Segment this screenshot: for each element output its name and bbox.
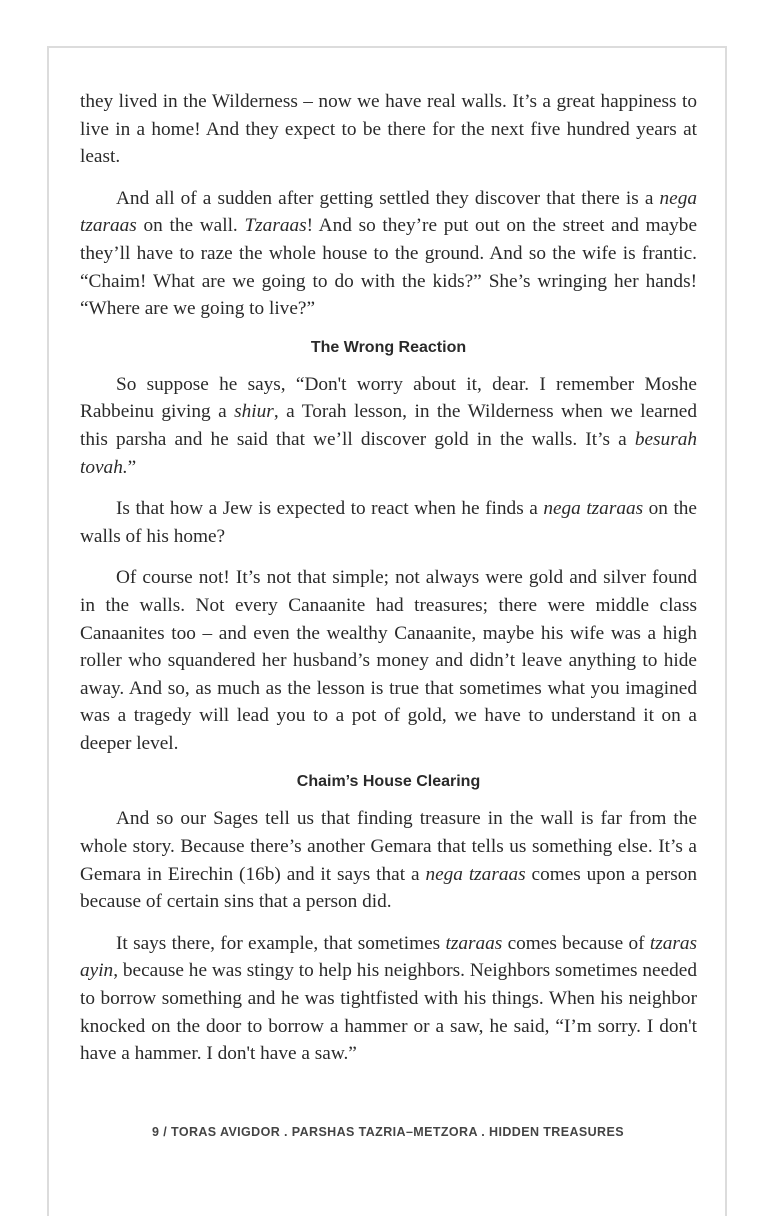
text-run: So suppose he says, “Don't worry about it, dear. I remember Moshe Rabbeinu giving a	[80, 373, 697, 423]
text-run: It says there, for example, that sometimes	[116, 932, 446, 954]
text-run: ! And so they’re put out on the street and maybe they’ll have to raze the whole house to the ground. And so the wife is frantic. “Chaim! What are we going to do with the kids?” She’s wringing her hands! “Where are we going to live?”	[80, 215, 697, 320]
italic-term: nega tzaraas	[543, 498, 644, 520]
paragraph	[80, 185, 697, 323]
text-run: And all of a sudden after getting settled they discover that there is a	[116, 187, 660, 209]
text-run: And so our Sages tell us that finding treasure in the wall is far from the whole story. Because there’s another Gemara that tells us something else. It’s a Gemara in Eirechin (16b) and it says that a	[80, 808, 697, 885]
text-run: Is that how a Jew is expected to react when he finds a	[116, 498, 544, 520]
text-run: on the wall.	[136, 215, 245, 237]
text-run: , because he was stingy to help his neighbors. Neighbors sometimes needed to borrow something and he was tightfisted with his things. When his neighbor knocked on the door to borrow a hammer or a saw, he said, “I’m sorry. I don't have a hammer. I don't have a saw.”	[80, 960, 697, 1065]
paragraph	[80, 805, 697, 915]
paragraph	[80, 930, 697, 1068]
paragraph	[80, 564, 697, 757]
text-run: they lived in the Wilderness – now we have real walls. It’s a great happiness to live in a home! And they expect to be there for the next five hundred years at least.	[80, 91, 697, 168]
paragraph	[80, 371, 697, 481]
italic-term: tzaras ayin	[80, 932, 697, 982]
italic-term: shiur	[234, 401, 274, 423]
italic-term: tzaraas	[445, 932, 503, 954]
section-heading: Chaim’s House Clearing	[296, 773, 481, 791]
text-run: on the walls of his home?	[80, 498, 697, 547]
text-run: , a Torah lesson, in the Wilderness when we learned this parsha and he said that we’ll discover gold in the walls. It’s a	[80, 401, 697, 450]
paragraph	[80, 495, 697, 550]
text-run: comes upon a person because of certain sins that a person did.	[80, 863, 697, 913]
italic-term: nega tzaraas	[425, 863, 526, 885]
italic-term: Tzaraas	[244, 215, 307, 237]
italic-term: besurah tovah.	[80, 428, 697, 478]
text-run: comes because of	[502, 932, 650, 954]
italic-term: nega tzaraas	[80, 187, 697, 237]
page-footer: 9 / TORAS AVIGDOR . PARSHAS TAZRIA–METZORA . HIDDEN TREASURES	[152, 1125, 624, 1139]
body-text	[80, 88, 697, 1082]
section-heading: The Wrong Reaction	[310, 338, 467, 356]
paragraph	[80, 88, 697, 171]
text-run: ”	[127, 456, 137, 478]
text-run: Of course not! It’s not that simple; not always were gold and silver found in the walls. Not every Canaanite had treasures; there were middle class Canaanites too – and even the wealthy Canaanite, maybe his wife was a high roller who squandered her husband’s money and didn’t leave anything to hide away. And so, as much as the lesson is true that sometimes what you imagined was a tragedy will lead you to a pot of gold, we have to understand it on a deeper level.	[80, 567, 697, 754]
